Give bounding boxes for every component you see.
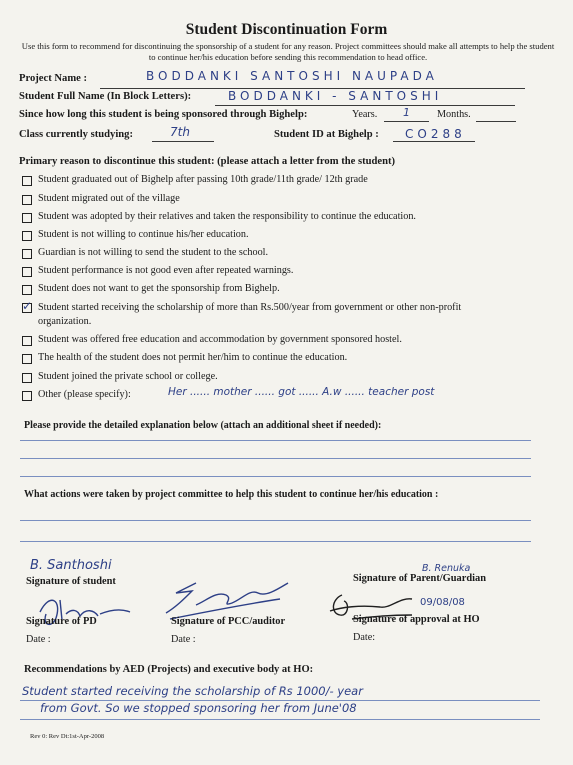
reason-text: Guardian is not willing to send the student to the school.: [38, 247, 269, 258]
explanation-line[interactable]: [20, 440, 531, 441]
actions-line[interactable]: [20, 520, 531, 521]
years-underline: [384, 121, 429, 122]
explanation-label: Please provide the detailed explanation below (attach an additional sheet if needed):: [24, 420, 382, 431]
student-name-value[interactable]: BODDANKI - SANTOSHI: [228, 89, 443, 103]
pd-date-label: Date :: [26, 634, 51, 645]
months-underline: [476, 121, 516, 122]
reason-text: Student started receiving the scholarship of more than Rs.500/year from government or other non-profit organization.: [38, 302, 462, 327]
reason-checkbox[interactable]: [22, 354, 32, 364]
reasons-heading: Primary reason to discontinue this student: (please attach a letter from the student): [19, 156, 396, 167]
reason-checkbox[interactable]: [22, 373, 32, 383]
class-value[interactable]: 7th: [170, 125, 190, 139]
recommendations-label: Recommendations by AED (Projects) and executive body at HO:: [24, 664, 314, 675]
reason-item[interactable]: [22, 352, 347, 364]
reason-checkbox[interactable]: [22, 249, 32, 259]
recommendation-text-line2[interactable]: from Govt. So we stopped sponsoring her from June'08: [40, 701, 357, 715]
recommendation-text-line1[interactable]: Student started receiving the scholarship of Rs 1000/- year: [22, 684, 363, 698]
other-label: Other (please specify):: [38, 389, 131, 400]
student-id-underline: [393, 141, 475, 142]
reason-item[interactable]: [22, 193, 180, 205]
actions-line[interactable]: [20, 541, 531, 542]
reason-text: Student performance is not good even after repeated warnings.: [38, 265, 294, 276]
reason-item[interactable]: [22, 283, 280, 295]
student-signature: B. Santhoshi: [30, 558, 112, 573]
recommendation-line[interactable]: [20, 719, 540, 720]
pcc-date-label: Date :: [171, 634, 196, 645]
reason-text: Student is not willing to continue his/her education.: [38, 229, 249, 240]
checkmark-icon: ✓: [22, 299, 33, 313]
pd-signature-label: Signature of PD: [26, 616, 97, 627]
class-label: Class currently studying:: [19, 129, 133, 140]
reason-text: Student joined the private school or college.: [38, 371, 218, 382]
reason-checkbox[interactable]: [22, 391, 32, 401]
actions-label: What actions were taken by project committee to help this student to continue her/his education :: [24, 489, 439, 500]
form-intro: Use this form to recommend for discontinuing the sponsorship of a student for any reason. Project committees should make all attempts to help the student to continue her/his education before sending this recommendation to head office.: [21, 41, 555, 62]
explanation-line[interactable]: [20, 458, 531, 459]
reason-checkbox[interactable]: [22, 336, 32, 346]
aed-date-handwritten: 09/08/08: [420, 597, 465, 608]
reason-item[interactable]: [22, 371, 218, 383]
student-signature-label: Signature of student: [26, 576, 116, 587]
years-value[interactable]: 1: [403, 106, 410, 119]
reason-checkbox[interactable]: [22, 213, 32, 223]
parent-signature: B. Renuka: [422, 563, 471, 574]
project-name-label: Project Name :: [19, 73, 88, 84]
student-id-value[interactable]: CO288: [405, 127, 466, 141]
reason-text: Student was offered free education and accommodation by government sponsored hostel.: [38, 334, 402, 345]
reason-item-other[interactable]: [22, 389, 131, 401]
other-value[interactable]: Her ...... mother ...... got ...... A.w ...... teacher post: [168, 386, 435, 398]
reason-item-selected[interactable]: [22, 301, 483, 329]
reason-item[interactable]: [22, 229, 249, 241]
form-footer: Rev 0: Rev Dt:1st-Apr-2008: [30, 733, 105, 740]
reason-text: Student migrated out of the village: [38, 193, 180, 204]
class-underline: [152, 141, 214, 142]
reason-text: Student was adopted by their relatives and taken the responsibility to continue the education.: [38, 211, 416, 222]
parent-signature-label: Signature of Parent/Guardian: [353, 573, 486, 584]
explanation-line[interactable]: [20, 476, 531, 477]
reason-checkbox[interactable]: [22, 195, 32, 205]
student-id-label: Student ID at Bighelp :: [274, 129, 379, 140]
form-title: Student Discontinuation Form: [185, 21, 388, 38]
reason-item[interactable]: [22, 265, 293, 277]
reason-item[interactable]: [22, 211, 416, 223]
reason-checkbox[interactable]: [22, 231, 32, 241]
aed-date-label: Date:: [353, 632, 376, 643]
student-name-label: Student Full Name (In Block Letters):: [19, 91, 192, 102]
student-name-underline: [215, 105, 515, 106]
reason-checkbox[interactable]: [22, 176, 32, 186]
reason-checkbox-checked[interactable]: [22, 299, 33, 313]
pcc-signature-label: Signature of PCC/auditor: [171, 616, 286, 627]
reason-text: Student graduated out of Bighelp after passing 10th grade/11th grade/ 12th grade: [38, 174, 368, 185]
reason-text: Student does not want to get the sponsorship from Bighelp.: [38, 283, 280, 294]
reason-item[interactable]: [22, 174, 368, 186]
sponsored-duration-label: Since how long this student is being sponsored through Bighelp:: [19, 109, 308, 120]
reason-item[interactable]: [22, 334, 402, 346]
reason-checkbox[interactable]: [22, 285, 32, 295]
reason-checkbox[interactable]: [22, 267, 32, 277]
months-label: Months.: [437, 109, 471, 120]
project-name-value[interactable]: BODDANKI SANTOSHI NAUPADA: [146, 69, 438, 83]
aed-signature-label: Signature of approval at HO: [353, 614, 480, 625]
reason-item[interactable]: [22, 247, 268, 259]
years-label: Years.: [352, 109, 378, 120]
reason-text: The health of the student does not permit her/him to continue the education.: [38, 352, 348, 363]
